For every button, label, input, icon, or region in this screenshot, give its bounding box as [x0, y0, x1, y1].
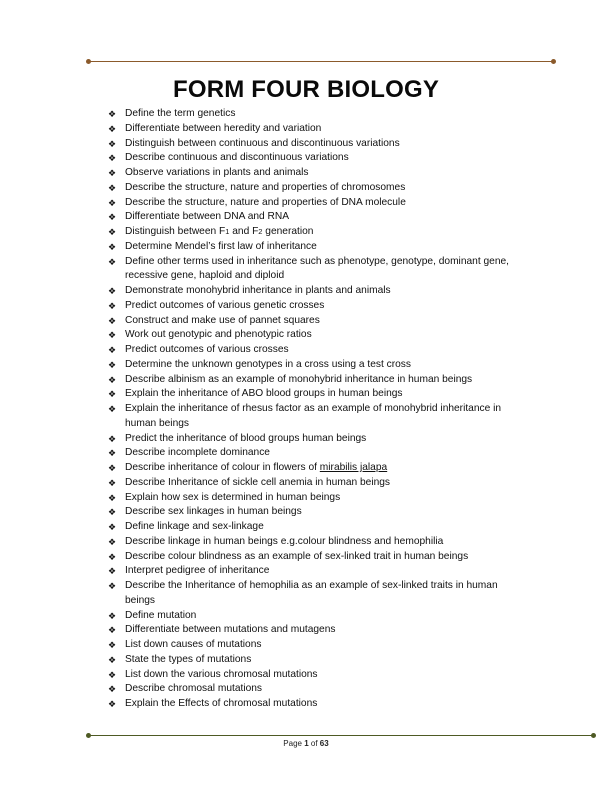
list-item-text: Define the term genetics [125, 108, 236, 119]
list-item [108, 358, 518, 373]
list-item-text: Describe incomplete dominance [125, 447, 270, 459]
list-item-text: Describe albinism as an example of monohybrid inheritance in human beings [125, 373, 473, 385]
diamond-bullet-icon: ❖ [108, 197, 117, 208]
list-item [108, 387, 518, 402]
list-item-text: Describe the structure, nature and properties of chromosomes [125, 181, 406, 193]
scientific-name: mirabilis jalapa [319, 462, 388, 473]
list-item-text: Describe the Inheritance of hemophilia as an example of sex-linked traits in human beings [125, 580, 498, 606]
page-title: FORM FOUR BIOLOGY [172, 76, 440, 103]
list-item-text: Define other terms used in inheritance such as phenotype, genotype, dominant gene, recessive gene, haploid and diploid [125, 255, 509, 282]
list-item-text: Determine Mendel’s first law of inheritance [125, 240, 317, 252]
of-word: of [310, 739, 318, 748]
diamond-bullet-icon: ❖ [108, 300, 117, 311]
list-item [108, 579, 518, 609]
list-item-text: Differentiate between mutations and mutagens [125, 624, 336, 636]
diamond-bullet-icon: ❖ [108, 433, 117, 444]
list-item-text: Explain the inheritance of ABO blood groups in human beings [125, 388, 403, 400]
diamond-bullet-icon: ❖ [108, 536, 117, 547]
diamond-bullet-icon: ❖ [108, 448, 117, 459]
diamond-bullet-icon: ❖ [108, 374, 117, 385]
list-item-text: Interpret pedigree of inheritance [125, 565, 270, 577]
list-item [108, 122, 518, 137]
list-item-text: Determine the unknown genotypes in a cross using a test cross [125, 358, 411, 370]
header-divider [89, 61, 553, 62]
list-item [108, 623, 518, 638]
header-divider-left-dot [86, 59, 91, 64]
list-item-text: Construct and make use of pannet squares [125, 314, 320, 326]
header-divider-right-dot [551, 59, 556, 64]
diamond-bullet-icon: ❖ [108, 640, 117, 650]
list-item [108, 682, 518, 697]
list-item [108, 166, 518, 181]
list-item-text: Describe continuous and discontinuous variations [125, 152, 349, 164]
list-item-text: Demonstrate monohybrid inheritance in plants and animals [125, 285, 391, 296]
diamond-bullet-icon: ❖ [108, 463, 117, 473]
diamond-bullet-icon: ❖ [108, 168, 117, 178]
list-item [108, 151, 518, 166]
list-item [108, 255, 518, 285]
list-item [108, 402, 518, 432]
list-item [108, 609, 518, 624]
diamond-bullet-icon: ❖ [108, 654, 117, 665]
list-item-text: Distinguish between continuous and discontinuous variations [125, 137, 400, 149]
diamond-bullet-icon: ❖ [108, 699, 117, 709]
list-item-text: Differentiate between DNA and RNA [125, 211, 290, 223]
diamond-bullet-icon: ❖ [108, 566, 117, 577]
list-item-text: Differentiate between heredity and variation [125, 122, 322, 134]
list-item-text: List down the various chromosal mutations [125, 668, 318, 680]
footer-divider-right-dot [591, 733, 596, 738]
diamond-bullet-icon: ❖ [108, 212, 117, 223]
list-item [108, 196, 518, 211]
list-item-text: Observe variations in plants and animals [125, 167, 309, 178]
list-item-text: Predict outcomes of various crosses [125, 344, 289, 355]
diamond-bullet-icon: ❖ [108, 610, 117, 621]
page-number [0, 739, 612, 748]
text-part: Distinguish between F [125, 226, 226, 237]
list-item [108, 240, 518, 255]
subscript: 1 [225, 227, 230, 236]
footer-divider [89, 735, 593, 736]
list-item [108, 491, 518, 506]
diamond-bullet-icon: ❖ [108, 404, 117, 414]
list-item [108, 225, 518, 240]
list-item-text: Describe colour blindness as an example of sex-linked trait in human beings [125, 550, 469, 562]
list-item-text: Explain the Effects of chromosal mutations [125, 698, 318, 709]
diamond-bullet-icon: ❖ [108, 581, 117, 591]
list-item [108, 373, 518, 388]
list-item [108, 550, 518, 565]
diamond-bullet-icon: ❖ [108, 359, 117, 370]
list-item-text: Predict outcomes of various genetic crosses [125, 299, 325, 311]
diamond-bullet-icon: ❖ [108, 109, 117, 119]
page-word: Page [283, 739, 302, 748]
list-item-text: Explain how sex is determined in human beings [125, 491, 341, 503]
diamond-bullet-icon: ❖ [108, 138, 117, 149]
list-item [108, 668, 518, 683]
text-part: and F [229, 226, 259, 237]
list-item-text: List down causes of mutations [125, 639, 262, 650]
list-item [108, 328, 518, 343]
list-item [108, 520, 518, 535]
list-item-text [125, 462, 387, 473]
list-item [108, 343, 518, 358]
list-item-text: Describe Inheritance of sickle cell anemia in human beings [125, 476, 391, 488]
diamond-bullet-icon: ❖ [108, 330, 117, 341]
list-item [108, 314, 518, 329]
diamond-bullet-icon: ❖ [108, 684, 117, 695]
list-item [108, 505, 518, 520]
list-item-text [125, 226, 313, 237]
list-item [108, 535, 518, 550]
list-item-text: Describe sex linkages in human beings [125, 506, 302, 518]
diamond-bullet-icon: ❖ [108, 315, 117, 326]
list-item-text: Define linkage and sex-linkage [125, 521, 264, 532]
list-item-text: Define mutation [125, 609, 197, 621]
list-item [108, 107, 518, 122]
list-item [108, 299, 518, 314]
diamond-bullet-icon: ❖ [108, 389, 117, 400]
diamond-bullet-icon: ❖ [108, 507, 117, 518]
diamond-bullet-icon: ❖ [108, 492, 117, 503]
current-page: 1 [304, 739, 309, 748]
diamond-bullet-icon: ❖ [108, 522, 117, 532]
objectives-list [108, 107, 518, 712]
list-item [108, 137, 518, 152]
list-item-text: Describe linkage in human beings e.g.colour blindness and hemophilia [125, 535, 444, 547]
list-item [108, 446, 518, 461]
diamond-bullet-icon: ❖ [108, 477, 117, 488]
footer-divider-left-dot [86, 733, 91, 738]
diamond-bullet-icon: ❖ [108, 345, 117, 355]
list-item [108, 638, 518, 653]
diamond-bullet-icon: ❖ [108, 123, 117, 134]
list-item [108, 432, 518, 447]
diamond-bullet-icon: ❖ [108, 286, 117, 296]
diamond-bullet-icon: ❖ [108, 625, 117, 636]
list-item [108, 697, 518, 712]
list-item-text: State the types of mutations [125, 653, 252, 665]
diamond-bullet-icon: ❖ [108, 256, 117, 267]
diamond-bullet-icon: ❖ [108, 551, 117, 562]
diamond-bullet-icon: ❖ [108, 669, 117, 680]
diamond-bullet-icon: ❖ [108, 227, 117, 237]
text-part: Describe inheritance of colour in flowers of [125, 462, 320, 473]
list-item [108, 181, 518, 196]
list-item-text: Work out genotypic and phenotypic ratios [125, 329, 312, 341]
diamond-bullet-icon: ❖ [108, 153, 117, 164]
list-item-text: Predict the inheritance of blood groups human beings [125, 432, 367, 444]
list-item-text: Explain the inheritance of rhesus factor as an example of monohybrid inheritance in human beings [125, 403, 502, 429]
list-item [108, 653, 518, 668]
diamond-bullet-icon: ❖ [108, 241, 117, 252]
list-item [108, 564, 518, 579]
list-item [108, 284, 518, 299]
text-part: generation [262, 226, 314, 237]
list-item-text: Describe chromosal mutations [125, 683, 263, 695]
subscript: 2 [258, 227, 263, 236]
diamond-bullet-icon: ❖ [108, 182, 117, 193]
list-item [108, 210, 518, 225]
total-pages: 63 [319, 739, 329, 748]
list-item-text: Describe the structure, nature and properties of DNA molecule [125, 196, 406, 208]
list-item [108, 461, 518, 476]
list-item [108, 476, 518, 491]
